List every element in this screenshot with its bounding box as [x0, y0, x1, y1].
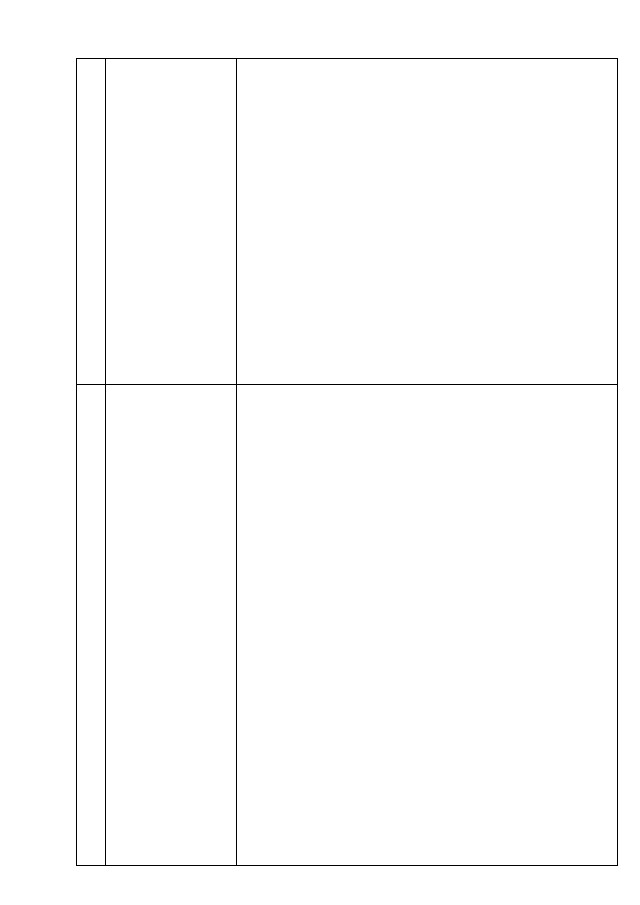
- table-border-right: [617, 59, 618, 865]
- table-frame: [76, 58, 618, 866]
- table-column-divider-2: [236, 59, 237, 865]
- table-border-left: [76, 59, 77, 865]
- row-divider: [76, 384, 618, 385]
- table-column-divider-1: [105, 59, 106, 865]
